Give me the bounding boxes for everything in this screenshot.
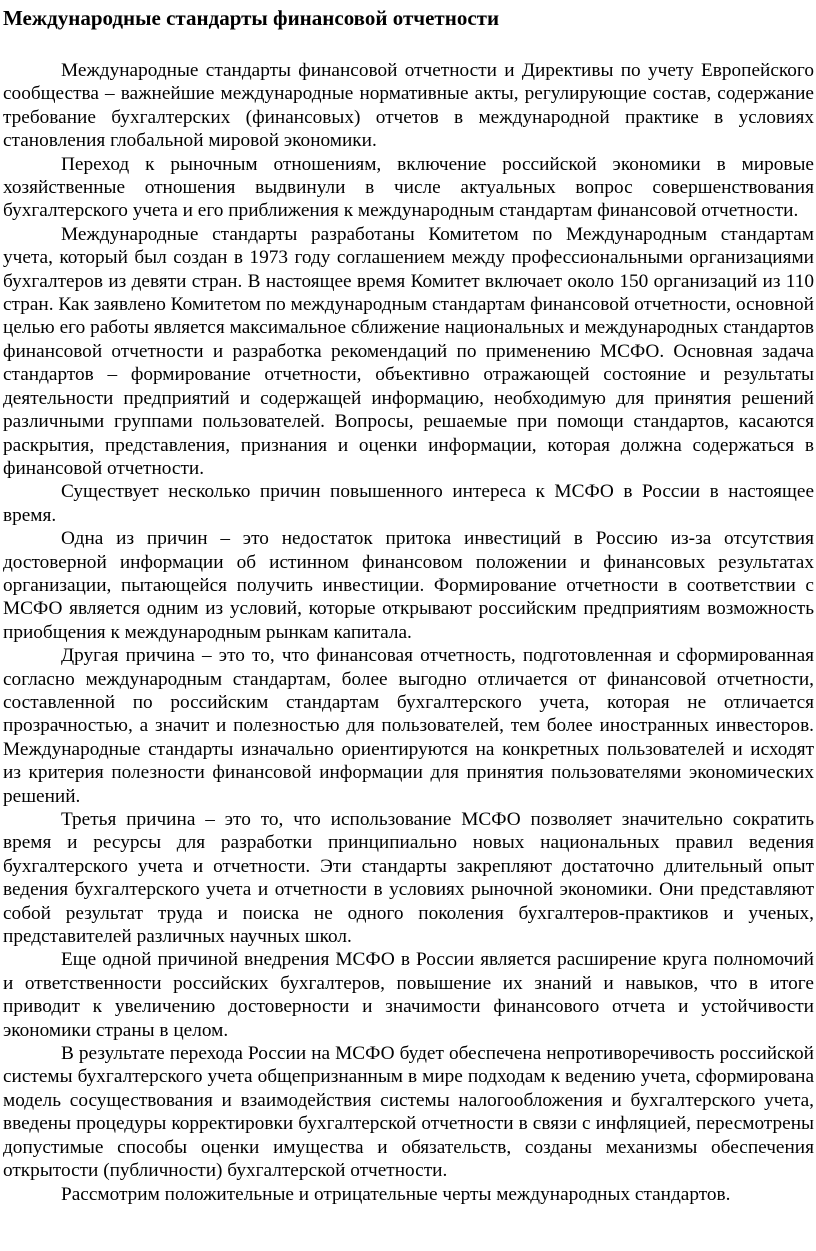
paragraph-reason-four: Еще одной причиной внедрения МСФО в России является расширение круга полномочий и ответственности российских бухгалтеров, повышение их знаний и навыков, что в итоге приводит к увеличению достоверности и значимости финансового отчета и устойчивости экономики страны в целом. bbox=[3, 949, 814, 1041]
paragraph-reasons-intro: Существует несколько причин повышенного интереса к МСФО в России в настоящее время. bbox=[3, 481, 814, 526]
document-body bbox=[3, 59, 814, 1206]
paragraph-market-transition: Переход к рыночным отношениям, включение российской экономики в мировые хозяйственные отношения выдвинули в числе актуальных вопрос совершенствования бухгалтерского учета и его приближения к международным стандартам финансовой отчетности. bbox=[3, 153, 814, 222]
document-title: Международные стандарты финансовой отчетности bbox=[3, 6, 500, 30]
paragraph-reason-two: Другая причина – это то, что финансовая отчетность, подготовленная и сформированная согласно международным стандартам, более выгодно отличается от финансовой отчетности, составленной по российским стандартам бухгалтерского учета, которая не отличается прозрачностью, а значит и полезностью для пользователей, тем более иностранных инвесторов. Международные стандарты изначально ориентируются на конкретных пользователей и исходят из критерия полезности финансовой информации для принятия пользователями экономических решений. bbox=[3, 645, 814, 807]
paragraph-intro: Международные стандарты финансовой отчетности и Директивы по учету Европейского сообщества – важнейшие международные нормативные акты, регулирующие состав, содержание требование бухгалтерских (финансовых) отчетов в международной практике в условиях становления глобальной мировой экономики. bbox=[3, 60, 814, 152]
paragraph-transition-result: В результате перехода России на МСФО будет обеспечена непротиворечивость российской системы бухгалтерского учета общепризнанным в мире подходам к ведению учета, сформирована модель сосуществования и взаимодействия системы налогообложения и бухгалтерского учета, введены процедуры корректировки бухгалтерской отчетности в связи с инфляцией, пересмотрены допустимые способы оценки имущества и обязательств, созданы механизмы обеспечения открытости (публичности) бухгалтерской отчетности. bbox=[3, 1043, 814, 1182]
paragraph-reason-one: Одна из причин – это недостаток притока инвестиций в Россию из-за отсутствия достоверной информации об истинном финансовом положении и финансовых результатах организации, пытающейся получить инвестиции. Формирование отчетности в соответствии с МСФО является одним из условий, которые открывают российским предприятиям возможность приобщения к международным рынкам капитала. bbox=[3, 528, 814, 643]
paragraph-reason-three: Третья причина – это то, что использование МСФО позволяет значительно сократить время и ресурсы для разработки принципиально новых национальных правил ведения бухгалтерского учета и отчетности. Эти стандарты закрепляют достаточно длительный опыт ведения бухгалтерского учета и отчетности в условиях рыночной экономики. Они представляют собой результат труда и поиска не одного поколения бухгалтеров-практиков и ученых, представителей различных научных школ. bbox=[3, 809, 814, 948]
paragraph-closing: Рассмотрим положительные и отрицательные черты международных стандартов. bbox=[61, 1183, 731, 1205]
paragraph-committee: Международные стандарты разработаны Комитетом по Международным стандартам учета, который был создан в 1973 году соглашением между профессиональными организациями бухгалтеров из девяти стран. В настоящее время Комитет включает около 150 организаций из 110 стран. Как заявлено Комитетом по международным стандартам финансовой отчетности, основной целью его работы является максимальное сближение национальных и международных стандартов финансовой отчетности и разработка рекомендаций по применению МСФО. Основная задача стандартов – формирование отчетности, объективно отражающей состояние и результаты деятельности предприятий и содержащей информацию, необходимую для принятия решений различными группами пользователей. Вопросы, решаемые при помощи стандартов, касаются раскрытия, представления, признания и оценки информации, которая должна содержаться в финансовой отчетности. bbox=[3, 223, 814, 479]
